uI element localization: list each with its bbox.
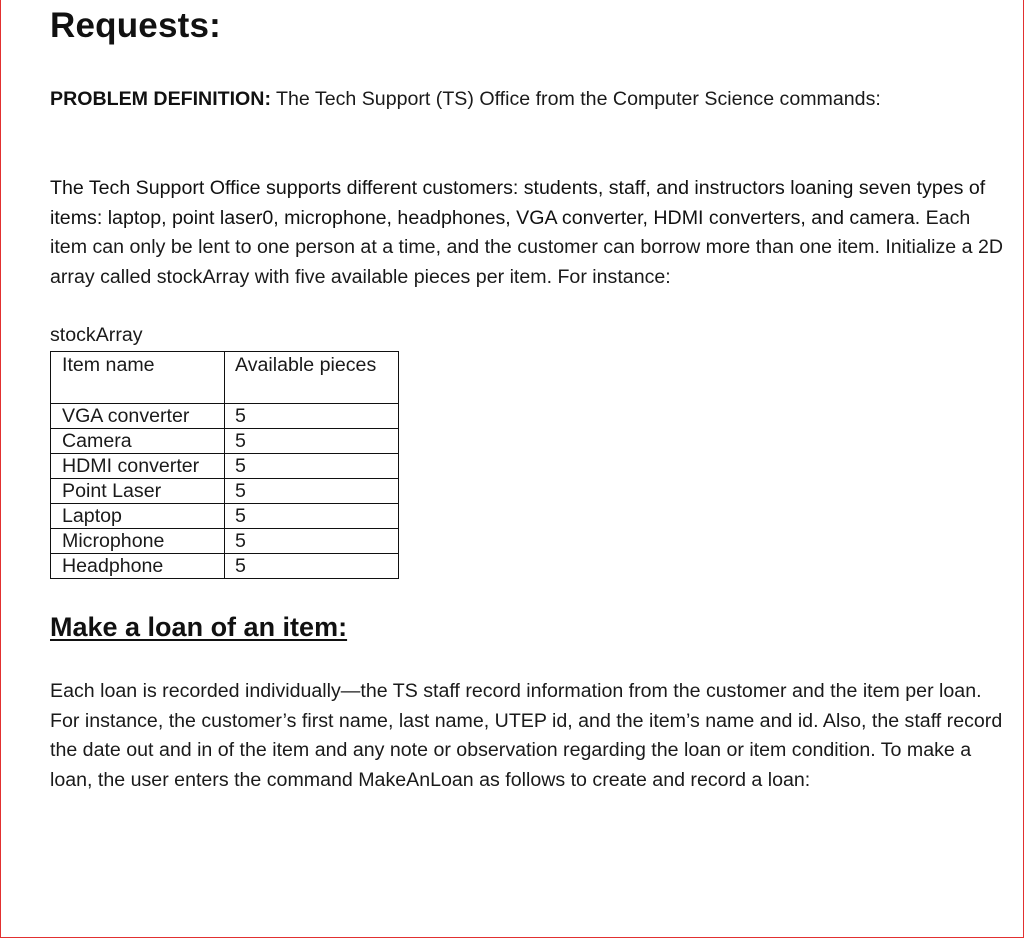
stock-table bbox=[50, 351, 399, 579]
loan-section-heading: Make a loan of an item: bbox=[50, 612, 348, 642]
loan-paragraph: Each loan is recorded individually—the TS staff record information from the customer and the item per loan. For instance, the customer’s first name, last name, UTEP id, and the item’s name and id. Also, the staff record the date out and in of the item and any note or observation regarding the loan or item condition. To make a loan, the user enters the command MakeAnLoan as follows to create and record a loan: bbox=[50, 680, 1003, 791]
table-row bbox=[51, 429, 399, 454]
problem-definition bbox=[50, 85, 1012, 115]
pieces-cell: 5 bbox=[225, 529, 399, 554]
header-available-pieces: Available pieces bbox=[225, 352, 399, 404]
table-header-row bbox=[51, 352, 399, 404]
table-row bbox=[51, 454, 399, 479]
pieces-cell: 5 bbox=[225, 504, 399, 529]
item-name-cell: Camera bbox=[51, 429, 225, 454]
pieces-cell: 5 bbox=[225, 454, 399, 479]
item-name-cell: Laptop bbox=[51, 504, 225, 529]
pieces-cell: 5 bbox=[225, 429, 399, 454]
pieces-cell: 5 bbox=[225, 554, 399, 579]
problem-label: PROBLEM DEFINITION: bbox=[50, 88, 271, 110]
item-name-cell: HDMI converter bbox=[51, 454, 225, 479]
page-title: Requests: bbox=[50, 6, 222, 45]
pieces-cell: 5 bbox=[225, 479, 399, 504]
table-row bbox=[51, 554, 399, 579]
problem-text: The Tech Support (TS) Office from the Computer Science commands: bbox=[270, 88, 881, 110]
support-paragraph bbox=[50, 174, 1012, 292]
item-name-cell: Point Laser bbox=[51, 479, 225, 504]
support-paragraph-part2: Each item can only be lent to one person at a time, and the customer can borrow more than one item. Initialize a 2D array called stockArray with five available pieces per item. For instance: bbox=[50, 206, 1003, 288]
item-name-cell: Headphone bbox=[51, 554, 225, 579]
support-paragraph-part1: The Tech Support Office supports different customers: students, staff, and instructors loaning seven types of items: laptop, point laser0, microphone, headphones, VGA converter, HDMI converters, and camera. bbox=[50, 177, 986, 229]
table-row bbox=[51, 479, 399, 504]
pieces-cell: 5 bbox=[225, 404, 399, 429]
stock-array-label: stockArray bbox=[50, 324, 143, 346]
table-row bbox=[51, 404, 399, 429]
item-name-cell: Microphone bbox=[51, 529, 225, 554]
table-row bbox=[51, 504, 399, 529]
header-item-name: Item name bbox=[51, 352, 225, 404]
table-row bbox=[51, 529, 399, 554]
item-name-cell: VGA converter bbox=[51, 404, 225, 429]
